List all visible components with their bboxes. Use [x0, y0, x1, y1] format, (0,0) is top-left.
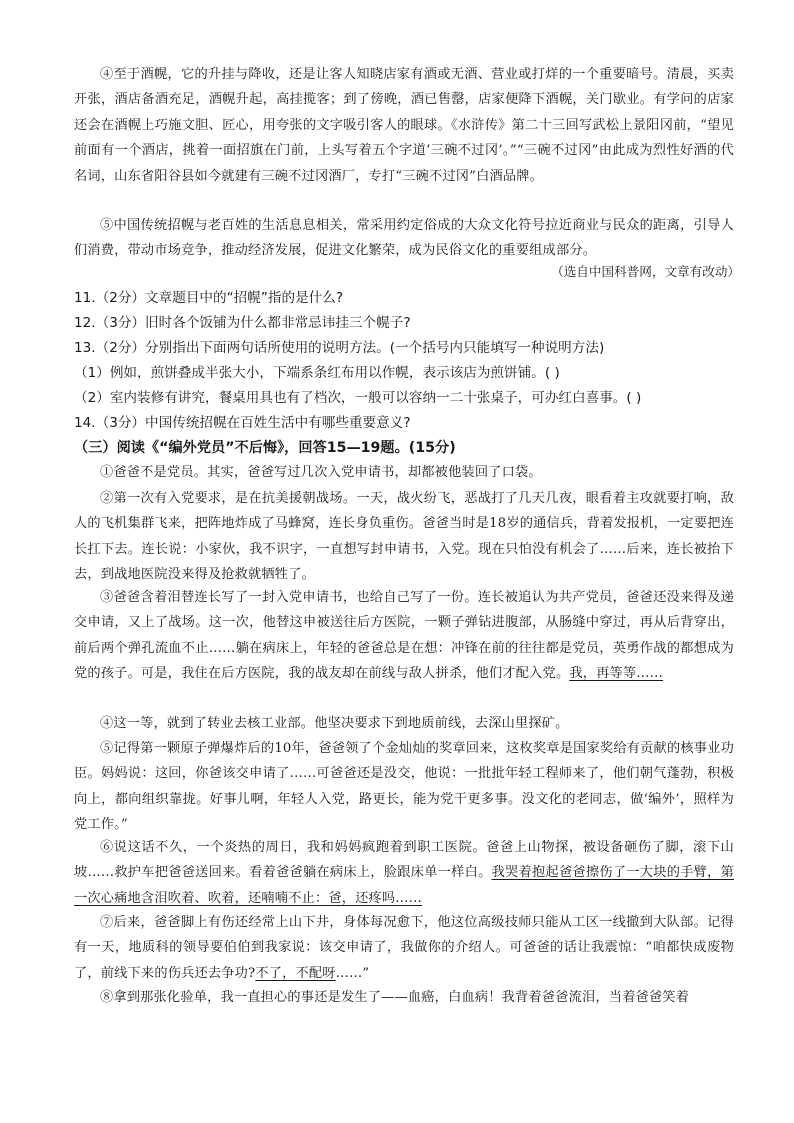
passage2-paragraph-3-text: ③爸爸含着泪替连长写了一封入党申请书，也给自己写了一份。连长被追认为共产党员，爸爸还没来得及递交申请，又上了战场。这一次，他替这申被送往后方医院，一颗子弹钻进腹部，从肠缝中穿过，再从后背穿出，前后两个弹孔流血不止……躺在病床上，年轻的爸爸总是在想：冲锋在前的往往都是党员，英勇作战的都想成为党的孩子。可是，我住在后方医院，我的战友却在前线与敌人拼杀，他们才配入党。 [74, 590, 734, 682]
passage2-paragraph-7-text: ⑦后来，爸爸脚上有伤还经常上山下井，身体每况愈下，他这位高级技师只能从工区一线撤到大队部。记得有一天，地质科的领导要伯伯到我家说：该交申请了，我做你的介绍人。可爸爸的话让我震惊：“咱都快成废物了，前线下来的伤兵还去争功? [74, 915, 734, 981]
passage2-paragraph-5: ⑤记得第一颗原子弹爆炸后的10年，爸爸领了个金灿灿的奖章回来，这枚奖章是国家奖给有贡献的核事业功臣。妈妈说：这回，你爸该交申请了……可爸爸还是没交，他说：一批批年轻工程师来了，他们朝气蓬勃，积极向上，都向组织靠拢。好事儿啊，年轻人入党，路更长，能为党干更多事。没文化的老同志，做‘编外’，照样为党工作。” [74, 741, 734, 833]
question-12: 12.（3分）旧时各个饭铺为什么都非常忌讳挂三个幌子? [74, 315, 411, 331]
passage2-paragraph-4: ④这一等，就到了转业去核工业部。他坚决要求下到地质前线，去深山里探矿。 [100, 716, 569, 731]
passage2-paragraph-6-underlined: 我哭着抱起爸爸擦伤了一大块的手臂，第一次心痛地含泪吹着、吹着，还喃喃不止：爸，还疼吗…… [74, 865, 734, 906]
question-13-item-1: （1）例如，煎饼叠成半张大小，下端系条红布用以作幌，表示该店为煎饼铺。( ) [74, 365, 560, 381]
passage2-paragraph-6-text: ⑥说这话不久，一个炎热的周日，我和妈妈疯跑着到职工医院。爸爸上山物探，被设备砸伤了脚，滚下山坡……救护车把爸爸送回来。看着爸爸躺在病床上，脸跟床单一样白。 [74, 840, 734, 881]
section-3-heading: （三）阅读《“编外党员”不后悔》，回答15—19题。(15分) [74, 440, 456, 456]
question-13: 13.（2分）分别指出下面两句话所使用的说明方法。(一个括号内只能填写一种说明方法) [74, 340, 605, 356]
passage2-paragraph-3-underlined: 我，再等等…… [569, 666, 664, 682]
passage2-paragraph-7-tail: ……” [335, 965, 370, 981]
question-11: 11.（2分）文章题目中的“招幌”指的是什么? [74, 290, 344, 306]
passage2-paragraph-8: ⑧拿到那张化验单，我一直担心的事还是发生了——血癌，白血病！我背着爸爸流泪，当着爸爸笑着 [100, 990, 690, 1005]
passage2-paragraph-2: ②第一次有入党要求，是在抗美援朝战场。一天，战火纷飞，恶战打了几天几夜，眼看着主攻就要打响，敌人的飞机集群飞来，把阵地炸成了马蜂窝，连长身负重伤。爸爸当时是18岁的通信兵，背着发报机，一定要把连长扛下去。连长说：小家伙，我不识字，一直想写封申请书，入党。现在只怕没有机会了……后来，连长被抬下去，到战地医院没来得及抢救就牺牲了。 [74, 491, 734, 583]
passage1-paragraph-4: ④至于酒幌，它的升挂与降收，还是让客人知晓店家有酒或无酒、营业或打烊的一个重要暗号。清晨，买卖开张，酒店备酒充足，酒幌升起，高挂揽客；到了傍晚，酒已售罄，店家便降下酒幌，关门歇业。有学问的店家还会在酒幌上巧施文胆、匠心，用夸张的文字吸引客人的眼球。《水浒传》第二十三回写武松上景阳冈前，“望见前面有一个酒店，挑着一面招旗在门前，上头写着五个字道‘三碗不过冈’。”“三碗不过冈”由此成为烈性好酒的代名词，山东省阳谷县如今就建有三碗不过冈酒厂，专打“三碗不过冈”白酒品牌。 [74, 67, 734, 184]
passage2-paragraph-3 [74, 585, 734, 687]
passage2-paragraph-6 [74, 835, 734, 911]
passage1-paragraph-5: ⑤中国传统招幌与老百姓的生活息息相关，常采用约定俗成的大众文化符号拉近商业与民众的距离，引导人们消费，带动市场竞争，推动经济发展，促进文化繁荣，成为民俗文化的重要组成部分。 [74, 218, 734, 259]
passage1-source: （选自中国科普网，文章有改动） [551, 264, 740, 279]
question-13-item-2: （2）室内装修有讲究，餐桌用具也有了档次，一般可以容纳一二十张桌子，可办红白喜事。( ) [74, 390, 642, 406]
passage2-paragraph-7 [74, 910, 734, 986]
passage2-paragraph-1: ①爸爸不是党员。其实，爸爸写过几次入党申请书，却都被他装回了口袋。 [100, 465, 542, 480]
question-14: 14.（3分）中国传统招幌在百姓生活中有哪些重要意义? [74, 415, 411, 431]
passage2-paragraph-7-underlined: 不了，不配呀 [255, 965, 336, 981]
